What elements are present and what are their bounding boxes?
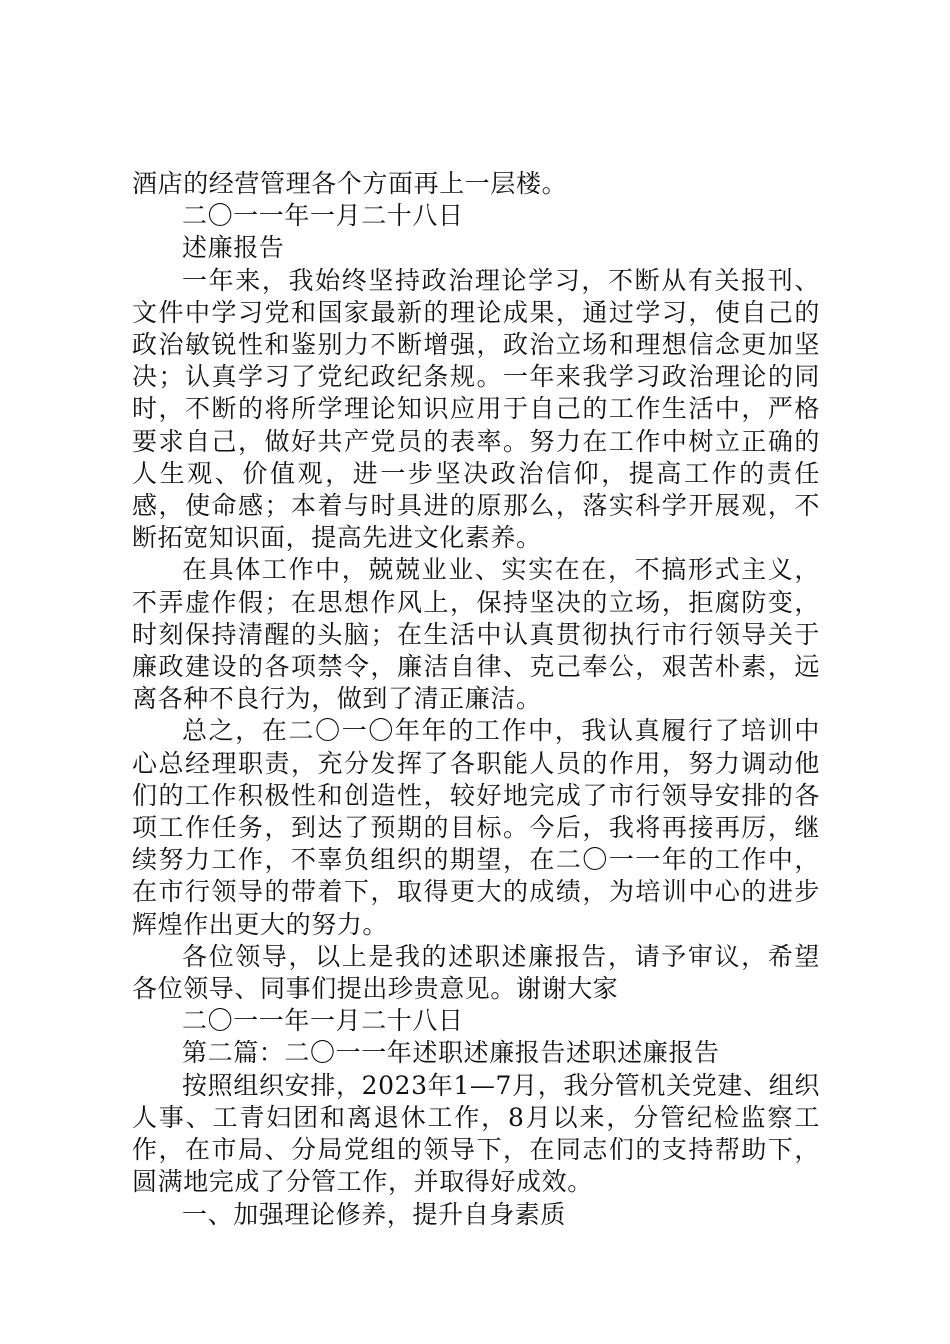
date-line: 二〇一一年一月二十八日 bbox=[182, 201, 464, 231]
paragraph-continuation: 酒店的经营管理各个方面再上一层楼。 bbox=[132, 169, 568, 198]
date-line: 二〇一一年一月二十八日 bbox=[182, 1006, 464, 1036]
section-title: 述廉报告 bbox=[182, 233, 285, 263]
paragraph-summary: 总之，在二〇一〇年年的工作中，我认真履行了培训中心总经理职责，充分发挥了各职能人员的作用，努力调动他们的工作积极性和创造性，较好地完成了市行领导安排的各项工作任务，到达了预期的目标。今后，我将再接再厉，继续努力工作，不辜负组织的期望，在二〇一一年的工作中，在市行领导的带着下，取得更大的成绩，为培训中心的进步辉煌作出更大的努力。 bbox=[132, 716, 820, 939]
paragraph-closing: 各位领导，以上是我的述职述廉报告，请予审议，希望各位领导、同事们提出珍贵意见。谢谢大家 bbox=[132, 941, 820, 1004]
paragraph-work-style: 在具体工作中，兢兢业业、实实在在，不搞形式主义，不弄虚作假；在思想作风上，保持坚决的立场，拒腐防变，时刻保持清醒的头脑；在生活中认真贯彻执行市行领导关于廉政建设的各项禁令，廉洁自律、克己奉公，艰苦朴素，远离各种不良行为，做到了清正廉洁。 bbox=[132, 555, 820, 714]
chapter-heading: 第二篇：二〇一一年述职述廉报告述职述廉报告 bbox=[182, 1038, 720, 1068]
paragraph-political-study: 一年来，我始终坚持政治理论学习，不断从有关报刊、文件中学习党和国家最新的理论成果，通过学习，使自己的政治敏锐性和鉴别力不断增强，政治立场和理想信念更加坚决；认真学习了党纪政纪条规。一年来我学习政治理论的同时，不断的将所学理论知识应用于自己的工作生活中，严格要求自己，做好共产党员的表率。努力在工作中树立正确的人生观、价值观，进一步坚决政治信仰，提高工作的责任感，使命感；本着与时具进的原那么，落实科学开展观，不断拓宽知识面，提高先进文化素养。 bbox=[132, 265, 820, 553]
document-body bbox=[132, 168, 820, 1231]
paragraph-assignment: 按照组织安排，2023年1—7月，我分管机关党建、组织人事、工青妇团和离退休工作，8月以来，分管纪检监察工作，在市局、分局党组的领导下，在同志们的支持帮助下，圆满地完成了分管工作，并取得好成效。 bbox=[132, 1070, 820, 1197]
section-heading: 一、加强理论修养，提升自身素质 bbox=[182, 1199, 567, 1229]
